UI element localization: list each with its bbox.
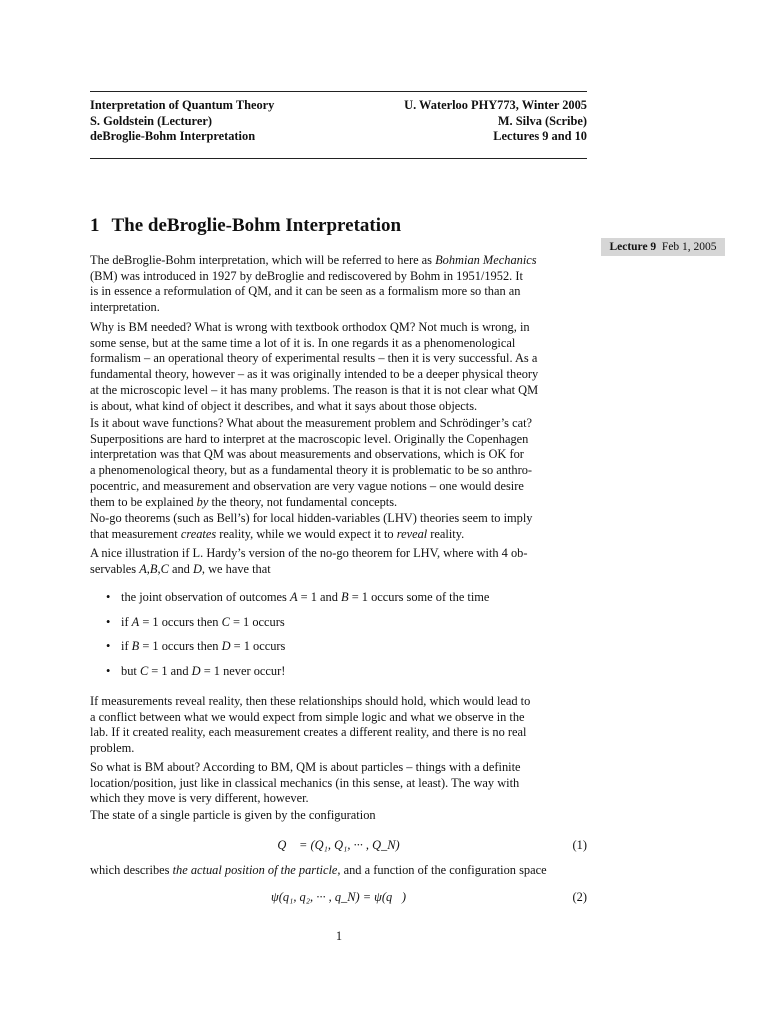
paragraph-line: Superpositions are hard to interpret at the macroscopic level. Originally the Copenhagen xyxy=(90,431,529,446)
paragraph-line: (BM) was introduced in 1927 by deBroglie and rediscovered by Bohm in 1951/1952. It xyxy=(90,268,523,283)
paragraph-why-bm xyxy=(90,320,587,414)
equation-2 xyxy=(90,890,587,910)
bullet-icon: • xyxy=(106,639,111,653)
list-item: • but C = 1 and D = 1 never occur! xyxy=(106,663,286,678)
list-item: • the joint observation of outcomes A = 1 and B = 1 occurs some of the time xyxy=(106,590,490,604)
paragraph-line: The state of a single particle is given by the configuration xyxy=(90,808,376,822)
course-title: Interpretation of Quantum Theory xyxy=(90,98,275,112)
section-heading xyxy=(90,215,401,237)
equation-number: (1) xyxy=(572,838,587,852)
paragraph-line: interpretation. xyxy=(90,300,160,315)
paragraph-line: some sense, but at the same time a lot of it is. In one regards it as a phenomenological xyxy=(90,335,516,350)
paragraph-line: Why is BM needed? What is wrong with textbook orthodox QM? Not much is wrong, in xyxy=(90,320,530,334)
paragraph-state xyxy=(90,808,587,824)
bullet-icon: • xyxy=(106,663,111,678)
paragraph-line: location/position, just like in classical mechanics (in this sense, at least). The way with xyxy=(90,775,520,790)
lecture-topic: deBroglie-Bohm Interpretation xyxy=(90,129,256,143)
paragraph-line: formalism – an operational theory of experimental results – then it is very successful. As a xyxy=(90,351,538,366)
paragraph-intro xyxy=(90,253,587,316)
paragraph-reality xyxy=(90,694,587,757)
paragraph-line: servables A,B,C and D, we have that xyxy=(90,561,271,576)
paragraph-line: which they move is very different, however. xyxy=(90,791,309,806)
paragraph-wave-functions xyxy=(90,416,587,510)
lecture-date: Feb 1, 2005 xyxy=(661,241,717,253)
paragraph-line: pocentric, and measurement and observation are very vague notions – one would desire xyxy=(90,478,524,493)
bullet-icon: • xyxy=(106,590,111,604)
section-number: 1 xyxy=(90,215,100,236)
paragraph-line: interpretation was that QM was about measurements and observations, which is OK for xyxy=(90,447,524,462)
equation-1 xyxy=(90,838,587,858)
page-number: 1 xyxy=(335,929,343,943)
hardy-conditions-list xyxy=(106,590,489,688)
lecture-numbers: Lectures 9 and 10 xyxy=(493,129,587,143)
lecturer: S. Goldstein (Lecturer) xyxy=(90,113,212,128)
paragraph-line: So what is BM about? According to BM, QM is about particles – things with a definite xyxy=(90,760,521,774)
paragraph-line: Is it about wave functions? What about the measurement problem and Schrödinger’s cat? xyxy=(90,416,533,430)
list-item: • if B = 1 occurs then D = 1 occurs xyxy=(106,639,286,653)
paragraph-line: them to be explained by the theory, not fundamental concepts. xyxy=(90,494,398,509)
paragraph-line: No-go theorems (such as Bell’s) for local hidden-variables (LHV) theories seem to imply xyxy=(90,511,533,525)
paragraph-no-go xyxy=(90,511,587,542)
header-right xyxy=(404,98,587,145)
paragraph-line: problem. xyxy=(90,741,135,756)
paragraph-line: at the microscopic level – it has many problems. The reason is that it is not clear what QM xyxy=(90,382,539,397)
header-top-rule xyxy=(90,91,587,92)
header-bottom-rule xyxy=(90,158,587,159)
paragraph-hardy xyxy=(90,546,587,577)
paragraph-line: is about, what kind of object it describes, and what it says about those objects. xyxy=(90,398,478,413)
paragraph-line: that measurement creates reality, while we would expect it to reveal reality. xyxy=(90,526,465,541)
course-code: U. Waterloo PHY773, Winter 2005 xyxy=(404,98,587,112)
paragraph-line: fundamental theory, however – as it was originally intended to be a deeper physical theory xyxy=(90,367,539,382)
paragraph-configuration xyxy=(90,863,587,879)
paragraph-line: The deBroglie-Bohm interpretation, which will be referred to here as Bohmian Mechanics xyxy=(90,253,537,267)
bullet-icon: • xyxy=(106,614,111,629)
equation-expression: Q⃗ = (Q₁, Q₁, ··· , Q_N) xyxy=(277,838,400,852)
paragraph-line: a phenomenological theory, but as a fundamental theory it is problematic to be so anthro- xyxy=(90,463,533,478)
paragraph-line: If measurements reveal reality, then these relationships should hold, which would lead to xyxy=(90,694,531,708)
lecture-label: Lecture 9 xyxy=(609,241,657,253)
paragraph-line: lab. If it created reality, each measurement creates a different reality, and there is no real xyxy=(90,725,527,740)
paragraph-line: which describes the actual position of the particle, and a function of the configuration space xyxy=(90,863,547,877)
equation-expression: ψ(q₁, q₂, ··· , q_N) = ψ(q⃗) xyxy=(271,890,406,904)
paragraph-line: is in essence a reformulation of QM, and it can be seen as a formalism more so than an xyxy=(90,284,521,299)
paragraph-line: a conflict between what we would expect from simple logic and what we observe in the xyxy=(90,709,525,724)
paragraph-bm-about xyxy=(90,760,587,807)
equation-number: (2) xyxy=(572,890,587,904)
scribe: M. Silva (Scribe) xyxy=(497,113,587,128)
paragraph-line: A nice illustration if L. Hardy’s version of the no-go theorem for LHV, where with 4 ob- xyxy=(90,546,528,560)
lecture-margin-note xyxy=(601,238,725,256)
list-item: • if A = 1 occurs then C = 1 occurs xyxy=(106,614,285,629)
header-left xyxy=(90,98,274,145)
section-title: The deBroglie-Bohm Interpretation xyxy=(111,215,402,236)
